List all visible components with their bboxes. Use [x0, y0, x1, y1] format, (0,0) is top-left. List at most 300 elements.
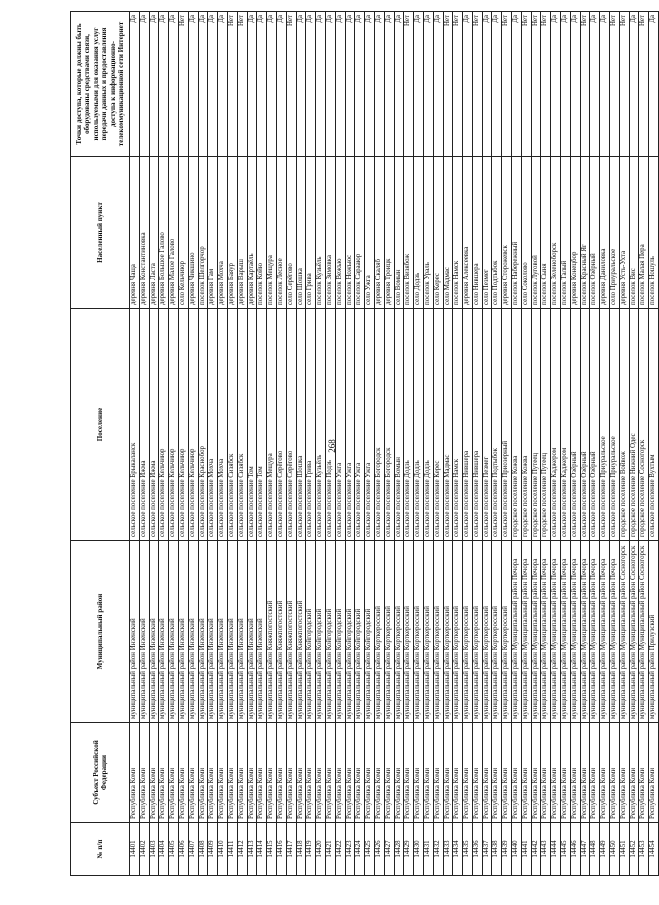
- table-row: [208, 12, 218, 876]
- cell-locality: поселок Кузьёль: [316, 157, 326, 309]
- cell-num: 14422: [335, 823, 345, 876]
- cell-subject: Республика Коми: [472, 723, 482, 823]
- cell-municipal: муниципальный район Корткеросский: [482, 541, 492, 723]
- cell-access: Да: [423, 12, 433, 157]
- cell-subject: Республика Коми: [423, 723, 433, 823]
- cell-locality: деревня Алексеевка: [463, 157, 473, 309]
- cell-municipal: муниципальный район Инзенский: [227, 541, 237, 723]
- table-row: [257, 12, 267, 876]
- cell-municipal: муниципальный район Корткеросский: [443, 541, 453, 723]
- cell-locality: поселок Талый: [561, 157, 571, 309]
- cell-settlement: сельское поселение Подтыбок: [492, 309, 502, 541]
- cell-access: Да: [149, 12, 159, 157]
- cell-locality: село Соколово: [521, 157, 531, 309]
- cell-municipal: муниципальный район Княжпогостский: [276, 541, 286, 723]
- cell-subject: Республика Коми: [414, 723, 424, 823]
- cell-locality: поселок Красный Яг: [580, 157, 590, 309]
- cell-subject: Республика Коми: [267, 723, 277, 823]
- table-row: [443, 12, 453, 876]
- cell-num: 14424: [355, 823, 365, 876]
- cell-settlement: сельское поселение Краснобор: [198, 309, 208, 541]
- cell-locality: поселок Вис: [629, 157, 639, 309]
- cell-num: 14418: [296, 823, 306, 876]
- cell-locality: село Грива: [306, 157, 316, 309]
- cell-num: 14411: [227, 823, 237, 876]
- table-row: [492, 12, 502, 876]
- cell-municipal: муниципальный район Муниципальный район Печора: [590, 541, 600, 723]
- cell-num: 14434: [453, 823, 463, 876]
- table-row: [463, 12, 473, 876]
- cell-num: 14432: [433, 823, 443, 876]
- table-row: [394, 12, 404, 876]
- cell-subject: Республика Коми: [247, 723, 257, 823]
- cell-access: Да: [463, 12, 473, 157]
- cell-municipal: муниципальный район Корткеросский: [404, 541, 414, 723]
- table-row: [267, 12, 277, 876]
- cell-num: 14419: [306, 823, 316, 876]
- cell-num: 14442: [531, 823, 541, 876]
- cell-locality: деревня Константиновка: [139, 157, 149, 309]
- cell-num: 14423: [345, 823, 355, 876]
- table-row: [590, 12, 600, 876]
- cell-settlement: сельское поселение Приозерный: [502, 309, 512, 541]
- cell-subject: Республика Коми: [531, 723, 541, 823]
- cell-settlement: сельское поселение Вомын: [394, 309, 404, 541]
- cell-num: 14451: [619, 823, 629, 876]
- cell-municipal: муниципальный район Инзенский: [178, 541, 188, 723]
- cell-locality: поселок Ношуль: [649, 157, 659, 309]
- cell-access: Да: [159, 12, 169, 157]
- table-row: [600, 12, 610, 876]
- table-row: [639, 12, 649, 876]
- cell-locality: село Пезмег: [482, 157, 492, 309]
- table-body: [130, 12, 659, 876]
- cell-locality: село Приуральское: [610, 157, 620, 309]
- cell-municipal: муниципальный район Муниципальный район Печора: [580, 541, 590, 723]
- cell-subject: Республика Коми: [492, 723, 502, 823]
- cell-settlement: городское поселение Сосногорск: [639, 309, 649, 541]
- cell-locality: деревня Гам: [208, 157, 218, 309]
- cell-municipal: муниципальный район Корткеросский: [472, 541, 482, 723]
- table-row: [218, 12, 228, 876]
- cell-settlement: сельское поселение Додзь: [414, 309, 424, 541]
- cell-access: Да: [365, 12, 375, 157]
- cell-num: 14412: [237, 823, 247, 876]
- cell-num: 14402: [139, 823, 149, 876]
- table-row: [365, 12, 375, 876]
- cell-municipal: муниципальный район Инзенский: [130, 541, 140, 723]
- cell-access: Да: [276, 12, 286, 157]
- cell-access: Нет: [404, 12, 414, 157]
- cell-num: 14404: [159, 823, 169, 876]
- cell-access: Нет: [610, 12, 620, 157]
- cell-municipal: муниципальный район Инзенский: [169, 541, 179, 723]
- cell-subject: Республика Коми: [600, 723, 610, 823]
- table-row: [472, 12, 482, 876]
- cell-num: 14420: [316, 823, 326, 876]
- cell-subject: Республика Коми: [296, 723, 306, 823]
- cell-settlement: сельское поселение Богородск: [374, 309, 384, 541]
- cell-subject: Республика Коми: [139, 723, 149, 823]
- cell-locality: деревня Большое Галово: [159, 157, 169, 309]
- cell-access: Нет: [531, 12, 541, 157]
- table-row: [276, 12, 286, 876]
- cell-municipal: муниципальный район Инзенский: [247, 541, 257, 723]
- cell-num: 14438: [492, 823, 502, 876]
- cell-num: 14408: [198, 823, 208, 876]
- cell-subject: Республика Коми: [198, 723, 208, 823]
- cell-municipal: муниципальный район Муниципальный район Печора: [570, 541, 580, 723]
- table-row: [414, 12, 424, 876]
- cell-access: Нет: [237, 12, 247, 157]
- cell-settlement: сельское поселение Серёгово: [276, 309, 286, 541]
- cell-num: 14448: [590, 823, 600, 876]
- cell-subject: Республика Коми: [502, 723, 512, 823]
- cell-access: Да: [139, 12, 149, 157]
- cell-locality: село Керес: [433, 157, 443, 309]
- cell-settlement: сельское поселение Мадмас: [443, 309, 453, 541]
- cell-locality: поселок Зимовка: [325, 157, 335, 309]
- cell-access: Да: [512, 12, 522, 157]
- cell-settlement: городское поселение Путеец: [541, 309, 551, 541]
- rotated-table-container: [70, 15, 657, 876]
- table-row: [423, 12, 433, 876]
- cell-municipal: муниципальный район Муниципальный район Сосногорск: [619, 541, 629, 723]
- cell-access: Да: [188, 12, 198, 157]
- cell-access: Да: [345, 12, 355, 157]
- cell-access: Нет: [521, 12, 531, 157]
- header-subject: Субъект Российской Федерации: [71, 723, 130, 823]
- table-row: [159, 12, 169, 876]
- cell-municipal: муниципальный район Прилузский: [649, 541, 659, 723]
- table-row: [384, 12, 394, 876]
- cell-num: 14435: [463, 823, 473, 876]
- cell-num: 14409: [208, 823, 218, 876]
- cell-subject: Республика Коми: [433, 723, 443, 823]
- cell-municipal: муниципальный район Корткеросский: [453, 541, 463, 723]
- cell-access: Да: [590, 12, 600, 157]
- cell-subject: Республика Коми: [453, 723, 463, 823]
- cell-access: Нет: [619, 12, 629, 157]
- cell-settlement: сельское поселение Додзь: [404, 309, 414, 541]
- header-locality: Населенный пункт: [71, 157, 130, 309]
- cell-subject: Республика Коми: [218, 723, 228, 823]
- cell-settlement: сельское поселение Том: [257, 309, 267, 541]
- cell-municipal: муниципальный район Княжпогостский: [267, 541, 277, 723]
- cell-locality: село Ужга: [365, 157, 375, 309]
- cell-municipal: муниципальный район Инзенский: [188, 541, 198, 723]
- cell-municipal: муниципальный район Инзенский: [159, 541, 169, 723]
- table-row: [580, 12, 590, 876]
- cell-num: 14447: [580, 823, 590, 876]
- cell-settlement: сельское поселение Богородск: [384, 309, 394, 541]
- cell-settlement: сельское поселение Намск: [453, 309, 463, 541]
- cell-subject: Республика Коми: [345, 723, 355, 823]
- cell-locality: деревня Сторожевск: [502, 157, 512, 309]
- cell-num: 14446: [570, 823, 580, 876]
- cell-access: Да: [649, 12, 659, 157]
- cell-settlement: сельское поселение Ижма: [149, 309, 159, 541]
- cell-settlement: сельское поселение Шошка: [296, 309, 306, 541]
- cell-access: Да: [208, 12, 218, 157]
- cell-subject: Республика Коми: [580, 723, 590, 823]
- table-row: [570, 12, 580, 876]
- cell-settlement: сельское поселение Подзь: [325, 309, 335, 541]
- cell-locality: деревня Варыш: [237, 157, 247, 309]
- cell-locality: деревня Конецбор: [570, 157, 580, 309]
- cell-subject: Республика Коми: [384, 723, 394, 823]
- cell-subject: Республика Коми: [237, 723, 247, 823]
- cell-municipal: муниципальный район Инзенский: [257, 541, 267, 723]
- cell-subject: Республика Коми: [316, 723, 326, 823]
- cell-settlement: городское поселение Путеец: [531, 309, 541, 541]
- table-row: [237, 12, 247, 876]
- cell-subject: Республика Коми: [521, 723, 531, 823]
- cell-municipal: муниципальный район Инзенский: [218, 541, 228, 723]
- table-row: [453, 12, 463, 876]
- cell-settlement: сельское поселение Мохча: [218, 309, 228, 541]
- cell-subject: Республика Коми: [365, 723, 375, 823]
- cell-settlement: сельское поселение Каджером: [551, 309, 561, 541]
- cell-settlement: сельское поселение Кельчиюр: [169, 309, 179, 541]
- cell-settlement: сельское поселение Приуральское: [610, 309, 620, 541]
- cell-num: 14439: [502, 823, 512, 876]
- cell-settlement: сельское поселение Ужга: [335, 309, 345, 541]
- cell-locality: село Кельчиюр: [178, 157, 188, 309]
- cell-subject: Республика Коми: [306, 723, 316, 823]
- cell-municipal: муниципальный район Муниципальный район Сосногорск: [629, 541, 639, 723]
- table-header-row: [71, 12, 130, 876]
- page-number: 268: [327, 439, 337, 453]
- cell-settlement: сельское поселение Вухтым: [649, 309, 659, 541]
- cell-municipal: муниципальный район Муниципальный район Печора: [551, 541, 561, 723]
- cell-subject: Республика Коми: [561, 723, 571, 823]
- cell-num: 14427: [384, 823, 394, 876]
- cell-access: Да: [482, 12, 492, 157]
- cell-subject: Республика Коми: [257, 723, 267, 823]
- cell-municipal: муниципальный район Княжпогостский: [286, 541, 296, 723]
- cell-subject: Республика Коми: [482, 723, 492, 823]
- cell-access: Нет: [178, 12, 188, 157]
- cell-municipal: муниципальный район Койгородский: [335, 541, 345, 723]
- table-row: [374, 12, 384, 876]
- table-row: [325, 12, 335, 876]
- cell-subject: Республика Коми: [590, 723, 600, 823]
- cell-num: 14453: [639, 823, 649, 876]
- table-row: [610, 12, 620, 876]
- cell-num: 14413: [247, 823, 257, 876]
- cell-settlement: сельское поселение Мещура: [267, 309, 277, 541]
- cell-num: 14415: [267, 823, 277, 876]
- cell-num: 14437: [482, 823, 492, 876]
- cell-settlement: сельское поселение Ижма: [139, 309, 149, 541]
- cell-municipal: муниципальный район Койгородский: [365, 541, 375, 723]
- cell-settlement: сельское поселение Озёрный: [590, 309, 600, 541]
- table-row: [139, 12, 149, 876]
- cell-municipal: муниципальный район Княжпогостский: [296, 541, 306, 723]
- cell-municipal: муниципальный район Инзенский: [139, 541, 149, 723]
- cell-locality: поселок Озёрный: [590, 157, 600, 309]
- cell-locality: село Нившера: [472, 157, 482, 309]
- cell-subject: Республика Коми: [286, 723, 296, 823]
- cell-locality: поселок Малая Пера: [639, 157, 649, 309]
- table-row: [355, 12, 365, 876]
- cell-access: Нет: [472, 12, 482, 157]
- cell-locality: поселок Вежъю: [335, 157, 345, 309]
- cell-num: 14445: [561, 823, 571, 876]
- cell-settlement: сельское поселение Серёгово: [286, 309, 296, 541]
- cell-access: Да: [169, 12, 179, 157]
- cell-settlement: сельское поселение Сизябск: [227, 309, 237, 541]
- cell-municipal: муниципальный район Корткеросский: [384, 541, 394, 723]
- cell-municipal: муниципальный район Корткеросский: [374, 541, 384, 723]
- cell-subject: Республика Коми: [551, 723, 561, 823]
- cell-settlement: сельское поселение Каджером: [561, 309, 571, 541]
- cell-locality: деревня Картаёль: [247, 157, 257, 309]
- cell-access: Да: [267, 12, 277, 157]
- cell-municipal: муниципальный район Койгородский: [306, 541, 316, 723]
- cell-municipal: муниципальный район Корткеросский: [502, 541, 512, 723]
- cell-num: 14431: [423, 823, 433, 876]
- table-row: [345, 12, 355, 876]
- cell-access: Да: [414, 12, 424, 157]
- table-row: [149, 12, 159, 876]
- cell-settlement: сельское поселение Кузьёль: [316, 309, 326, 541]
- cell-num: 14410: [218, 823, 228, 876]
- cell-num: 14407: [188, 823, 198, 876]
- cell-access: Да: [218, 12, 228, 157]
- cell-subject: Республика Коми: [570, 723, 580, 823]
- cell-settlement: сельское поселение Приуральское: [600, 309, 610, 541]
- cell-locality: поселок Ураль: [423, 157, 433, 309]
- cell-access: Да: [629, 12, 639, 157]
- cell-locality: деревня Баяур: [227, 157, 237, 309]
- cell-access: Да: [198, 12, 208, 157]
- cell-locality: поселок Шелгорчор: [198, 157, 208, 309]
- cell-access: Да: [384, 12, 394, 157]
- header-municipal: Муниципальный район: [71, 541, 130, 723]
- cell-num: 14426: [374, 823, 384, 876]
- cell-access: Нет: [541, 12, 551, 157]
- cell-access: Да: [374, 12, 384, 157]
- cell-municipal: муниципальный район Инзенский: [149, 541, 159, 723]
- cell-access: Да: [570, 12, 580, 157]
- table-row: [561, 12, 571, 876]
- cell-settlement: сельское поселение Озёрный: [580, 309, 590, 541]
- cell-municipal: муниципальный район Корткеросский: [463, 541, 473, 723]
- cell-subject: Республика Коми: [178, 723, 188, 823]
- cell-municipal: муниципальный район Муниципальный район Печора: [610, 541, 620, 723]
- cell-locality: село Серёгово: [286, 157, 296, 309]
- cell-subject: Республика Коми: [394, 723, 404, 823]
- cell-municipal: муниципальный район Муниципальный район Печора: [600, 541, 610, 723]
- cell-num: 14425: [365, 823, 375, 876]
- cell-settlement: сельское поселение Сизябск: [237, 309, 247, 541]
- cell-municipal: муниципальный район Койгородский: [355, 541, 365, 723]
- table-row: [482, 12, 492, 876]
- cell-locality: село Подтыбок: [492, 157, 502, 309]
- cell-municipal: муниципальный район Корткеросский: [394, 541, 404, 723]
- registry-table: [70, 11, 659, 876]
- cell-access: Да: [335, 12, 345, 157]
- cell-access: Нет: [639, 12, 649, 157]
- cell-subject: Республика Коми: [541, 723, 551, 823]
- cell-access: Да: [316, 12, 326, 157]
- cell-locality: деревня Скаляб: [374, 157, 384, 309]
- cell-municipal: муниципальный район Инзенский: [198, 541, 208, 723]
- cell-access: Да: [600, 12, 610, 157]
- cell-subject: Республика Коми: [443, 723, 453, 823]
- cell-subject: Республика Коми: [639, 723, 649, 823]
- cell-locality: село Шошка: [296, 157, 306, 309]
- cell-municipal: муниципальный район Койгородский: [325, 541, 335, 723]
- table-row: [649, 12, 659, 876]
- cell-municipal: муниципальный район Корткеросский: [492, 541, 502, 723]
- cell-num: 14450: [610, 823, 620, 876]
- cell-locality: село Додзь: [414, 157, 424, 309]
- cell-access: Да: [296, 12, 306, 157]
- cell-locality: деревня Малое Галово: [169, 157, 179, 309]
- cell-subject: Республика Коми: [355, 723, 365, 823]
- cell-access: Да: [394, 12, 404, 157]
- cell-access: Да: [355, 12, 365, 157]
- cell-num: 14436: [472, 823, 482, 876]
- cell-num: 14414: [257, 823, 267, 876]
- cell-subject: Республика Коми: [169, 723, 179, 823]
- cell-num: 14441: [521, 823, 531, 876]
- cell-subject: Республика Коми: [188, 723, 198, 823]
- cell-access: Нет: [227, 12, 237, 157]
- cell-locality: деревня Чикшино: [188, 157, 198, 309]
- cell-municipal: муниципальный район Корткеросский: [433, 541, 443, 723]
- cell-settlement: сельское поселение Керес: [433, 309, 443, 541]
- cell-settlement: сельское поселение Мохча: [208, 309, 218, 541]
- cell-subject: Республика Коми: [404, 723, 414, 823]
- cell-settlement: сельское поселение Кельчиюр: [188, 309, 198, 541]
- cell-municipal: муниципальный район Муниципальный район Печора: [512, 541, 522, 723]
- header-access: Точки доступа, которые должны быть оборудованы средствами связи, используемыми для оказания услуг передачи данных и предоставления доступа к информационно-телекоммуникационной сети Интернет: [71, 12, 130, 157]
- cell-subject: Республика Коми: [335, 723, 345, 823]
- table-row: [286, 12, 296, 876]
- cell-locality: поселок Намск: [453, 157, 463, 309]
- table-row: [296, 12, 306, 876]
- cell-locality: поселок Ножъюс: [345, 157, 355, 309]
- cell-num: 14428: [394, 823, 404, 876]
- cell-municipal: муниципальный район Муниципальный район Сосногорск: [639, 541, 649, 723]
- header-num: № п/п: [71, 823, 130, 876]
- cell-access: Нет: [286, 12, 296, 157]
- cell-locality: село Вомын: [394, 157, 404, 309]
- cell-subject: Республика Коми: [512, 723, 522, 823]
- cell-locality: деревня Чаща: [130, 157, 140, 309]
- cell-locality: поселок Сарааюр: [355, 157, 365, 309]
- cell-municipal: муниципальный район Муниципальный район Печора: [541, 541, 551, 723]
- cell-locality: деревня Усть-Ухта: [619, 157, 629, 309]
- cell-subject: Республика Коми: [130, 723, 140, 823]
- table-row: [188, 12, 198, 876]
- cell-access: Нет: [443, 12, 453, 157]
- cell-municipal: муниципальный район Муниципальный район Печора: [531, 541, 541, 723]
- table-row: [433, 12, 443, 876]
- cell-settlement: сельское поселение Ужга: [345, 309, 355, 541]
- cell-subject: Республика Коми: [227, 723, 237, 823]
- cell-num: 14443: [541, 823, 551, 876]
- cell-subject: Республика Коми: [374, 723, 384, 823]
- cell-municipal: муниципальный район Муниципальный район Печора: [521, 541, 531, 723]
- cell-subject: Республика Коми: [276, 723, 286, 823]
- table-row: [629, 12, 639, 876]
- cell-num: 14417: [286, 823, 296, 876]
